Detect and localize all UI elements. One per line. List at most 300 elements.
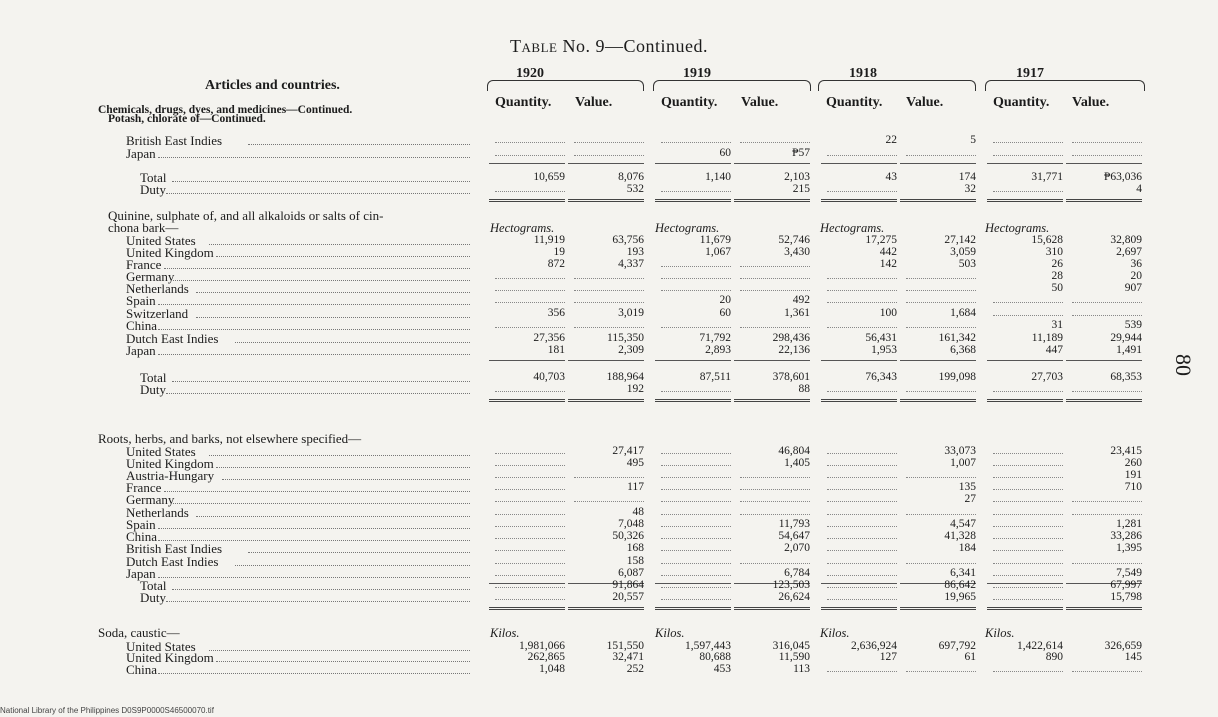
table-cell: 1,140	[705, 171, 731, 183]
year-heading-1919: 1919	[683, 66, 711, 81]
dot-leader	[235, 342, 470, 343]
table-cell: 503	[958, 258, 976, 270]
table-cell: 539	[1124, 319, 1142, 331]
table-cell: 2,309	[618, 344, 644, 356]
row-label: Chemicals, drugs, dyes, and medicines—Continued.	[98, 104, 353, 116]
table-title	[0, 36, 1218, 57]
row-label: Japan	[126, 566, 156, 581]
table-cell: 87,511	[699, 371, 731, 383]
table-cell: 1,953	[871, 344, 897, 356]
unit-label: Kilos.	[985, 626, 1015, 640]
table-cell: 32,809	[1110, 234, 1142, 246]
table-row	[0, 591, 1218, 604]
table-cell	[740, 493, 810, 502]
table-cell	[661, 445, 731, 454]
table-cell	[574, 134, 644, 143]
table-cell	[574, 147, 644, 156]
table-cell: 378,601	[772, 371, 810, 383]
table-cell	[495, 294, 565, 303]
table-cell: 310	[1045, 246, 1063, 258]
table-cell	[827, 567, 897, 576]
table-cell: 15,798	[1110, 591, 1142, 603]
value-column-heading: Value.	[741, 95, 779, 110]
table-cell: 2,070	[784, 542, 810, 554]
row-label: United States	[126, 444, 196, 459]
table-cell: 907	[1124, 282, 1142, 294]
quantity-column-heading: Quantity.	[993, 95, 1050, 110]
total-rule	[568, 199, 644, 202]
scan-footer: National Library of the Philippines D0S9P0000S46500070.tif	[0, 706, 214, 715]
table-cell	[495, 469, 565, 478]
table-cell: 1,361	[784, 307, 810, 319]
total-rule	[489, 399, 565, 402]
table-cell	[661, 506, 731, 515]
row-label: Netherlands	[126, 505, 189, 520]
row-label: Total	[140, 578, 167, 593]
dot-leader	[222, 479, 470, 480]
total-rule	[734, 360, 810, 361]
total-rule	[1066, 199, 1142, 202]
table-cell	[993, 530, 1063, 539]
table-cell: 123,503	[772, 579, 810, 591]
table-cell	[495, 319, 565, 328]
total-rule	[900, 360, 976, 361]
row-label: Netherlands	[126, 281, 189, 296]
table-cell: 2,697	[1116, 246, 1142, 258]
table-cell: 298,436	[772, 332, 810, 344]
table-cell	[495, 134, 565, 143]
table-cell: 27	[964, 493, 976, 505]
year-brace	[985, 80, 1145, 91]
total-rule	[1066, 163, 1142, 164]
table-cell	[495, 555, 565, 564]
table-cell	[827, 383, 897, 392]
table-cell	[661, 555, 731, 564]
dot-leader	[248, 552, 470, 553]
table-cell: 7,048	[618, 518, 644, 530]
dot-leader	[166, 601, 470, 602]
dot-leader	[196, 516, 470, 517]
table-cell: 86,642	[944, 579, 976, 591]
row-label: chona bark—	[108, 220, 179, 235]
quantity-column-heading: Quantity.	[661, 95, 718, 110]
table-cell	[661, 567, 731, 576]
table-row	[0, 183, 1218, 196]
dot-leader	[158, 577, 470, 578]
year-heading-1920: 1920	[516, 66, 544, 81]
table-cell: 1,405	[784, 457, 810, 469]
table-cell	[661, 183, 731, 192]
dot-leader	[158, 528, 470, 529]
table-cell	[661, 542, 731, 551]
total-rule	[1066, 360, 1142, 361]
total-rule	[1066, 607, 1142, 610]
row-label: Japan	[126, 343, 156, 358]
quantity-column-heading: Quantity.	[495, 95, 552, 110]
row-label: United States	[126, 233, 196, 248]
table-cell	[495, 457, 565, 466]
dot-leader	[172, 589, 470, 590]
table-cell: 3,059	[950, 246, 976, 258]
articles-heading: Articles and countries.	[205, 78, 340, 93]
dot-leader	[216, 256, 470, 257]
table-cell: 1,684	[950, 307, 976, 319]
table-row	[0, 383, 1218, 396]
dot-leader	[209, 244, 470, 245]
unit-label: Kilos.	[655, 626, 685, 640]
total-rule	[489, 199, 565, 202]
table-cell: 54,647	[778, 530, 810, 542]
table-cell	[827, 530, 897, 539]
table-cell	[993, 294, 1063, 303]
table-cell: 32	[964, 183, 976, 195]
page-number: 80	[1171, 354, 1196, 376]
table-cell	[993, 518, 1063, 527]
dot-leader	[172, 181, 470, 182]
row-label: Switzerland	[126, 306, 189, 321]
table-cell	[827, 493, 897, 502]
table-cell: 697,792	[938, 640, 976, 652]
table-cell	[993, 481, 1063, 490]
table-cell: 158	[626, 555, 644, 567]
total-rule	[489, 607, 565, 610]
quantity-column-heading: Quantity.	[826, 95, 883, 110]
table-cell: 11,679	[699, 234, 731, 246]
table-cell	[661, 258, 731, 267]
table-cell: 260	[1124, 457, 1142, 469]
table-cell	[906, 294, 976, 303]
row-label: Spain	[126, 517, 156, 532]
table-cell: 174	[958, 171, 976, 183]
table-cell	[740, 134, 810, 143]
table-cell: 145	[1124, 651, 1142, 663]
row-label: China	[126, 529, 158, 544]
table-cell: 1,281	[1116, 518, 1142, 530]
table-cell: 142	[879, 258, 897, 270]
table-cell	[993, 567, 1063, 576]
table-cell: 199,098	[938, 371, 976, 383]
table-cell	[661, 530, 731, 539]
table-cell	[993, 383, 1063, 392]
table-cell: 6,784	[784, 567, 810, 579]
total-rule	[821, 163, 897, 164]
total-rule	[734, 607, 810, 610]
table-cell	[906, 319, 976, 328]
total-rule	[987, 163, 1063, 164]
dot-leader	[166, 393, 470, 394]
table-cell: 32,471	[612, 651, 644, 663]
table-cell: 11,919	[533, 234, 565, 246]
table-cell: 447	[1045, 344, 1063, 356]
table-cell: 6,341	[950, 567, 976, 579]
row-label: Duty	[140, 382, 166, 397]
table-cell: 252	[626, 663, 644, 675]
row-label: United Kingdom	[126, 456, 214, 471]
dot-leader	[196, 317, 470, 318]
year-brace	[818, 80, 976, 91]
table-row	[0, 344, 1218, 357]
table-cell: 67,997	[1110, 579, 1142, 591]
table-cell	[574, 294, 644, 303]
row-label: Total	[140, 170, 167, 185]
table-cell: 27,703	[1031, 371, 1063, 383]
table-cell: 60	[719, 307, 731, 319]
table-cell: 20	[1130, 270, 1142, 282]
table-cell: 63,756	[612, 234, 644, 246]
table-cell: 52,746	[778, 234, 810, 246]
table-cell: 326,659	[1104, 640, 1142, 652]
total-rule	[734, 163, 810, 164]
table-row	[0, 134, 1218, 147]
table-cell	[661, 319, 731, 328]
value-column-heading: Value.	[575, 95, 613, 110]
table-row	[0, 663, 1218, 676]
dot-leader	[158, 157, 470, 158]
dot-leader	[164, 268, 470, 269]
total-rule	[900, 399, 976, 402]
table-cell	[906, 147, 976, 156]
table-cell: 184	[958, 542, 976, 554]
table-cell	[1072, 493, 1142, 502]
table-cell: 15,628	[1031, 234, 1063, 246]
table-cell: 4	[1136, 183, 1142, 195]
table-cell	[740, 555, 810, 564]
row-label: China	[126, 662, 158, 677]
table-cell	[827, 457, 897, 466]
row-label: China	[126, 318, 158, 333]
table-cell: 1,395	[1116, 542, 1142, 554]
dot-leader	[172, 381, 470, 382]
table-row	[0, 626, 1218, 639]
table-title-rest: No. 9—Continued.	[562, 36, 708, 56]
table-cell: 192	[626, 383, 644, 395]
table-cell	[661, 481, 731, 490]
table-cell: 1,067	[705, 246, 731, 258]
table-cell: 495	[626, 457, 644, 469]
table-cell: 68,353	[1110, 371, 1142, 383]
table-cell	[993, 469, 1063, 478]
table-cell	[495, 567, 565, 576]
total-rule	[655, 399, 731, 402]
table-cell: 113	[793, 663, 810, 675]
year-brace	[487, 80, 644, 91]
table-cell: 117	[627, 481, 644, 493]
table-cell	[1072, 663, 1142, 672]
table-cell: 22,136	[778, 344, 810, 356]
table-cell: 532	[626, 183, 644, 195]
dot-leader	[216, 467, 470, 468]
table-cell: 4,547	[950, 518, 976, 530]
table-cell: 193	[626, 246, 644, 258]
row-label: Dutch East Indies	[126, 331, 219, 346]
table-cell: 40,703	[533, 371, 565, 383]
table-cell	[740, 469, 810, 478]
table-cell: 1,597,443	[685, 640, 731, 652]
table-cell: 17,275	[865, 234, 897, 246]
table-cell	[827, 542, 897, 551]
table-cell: 33,286	[1110, 530, 1142, 542]
total-rule	[568, 399, 644, 402]
row-label: Germany	[126, 269, 175, 284]
dot-leader	[216, 661, 470, 662]
total-rule	[900, 607, 976, 610]
table-cell: 1,007	[950, 457, 976, 469]
table-cell	[574, 270, 644, 279]
table-cell: 61	[964, 651, 976, 663]
table-cell	[827, 518, 897, 527]
table-cell: 41,328	[944, 530, 976, 542]
table-cell: 872	[547, 258, 565, 270]
total-rule	[821, 399, 897, 402]
table-cell	[827, 319, 897, 328]
table-cell	[574, 469, 644, 478]
table-cell: 88	[798, 383, 810, 395]
table-cell: 26	[1051, 258, 1063, 270]
table-cell	[495, 542, 565, 551]
row-label: Roots, herbs, and barks, not elsewhere specified—	[98, 431, 362, 446]
table-cell: 115,350	[607, 332, 644, 344]
dot-leader	[235, 565, 470, 566]
table-cell: 11,793	[778, 518, 810, 530]
table-cell: 19,965	[944, 591, 976, 603]
table-cell	[993, 134, 1063, 143]
total-rule	[987, 399, 1063, 402]
table-cell: 19	[553, 246, 565, 258]
table-cell: 29,944	[1110, 332, 1142, 344]
table-cell: 11,189	[1031, 332, 1063, 344]
table-cell: 48	[632, 506, 644, 518]
table-row	[0, 113, 1218, 126]
year-heading-1917: 1917	[1016, 66, 1044, 81]
table-cell: 135	[958, 481, 976, 493]
total-rule	[987, 360, 1063, 361]
table-cell	[993, 591, 1063, 600]
unit-label: Hectograms.	[985, 221, 1050, 235]
table-cell: ₱57	[792, 147, 810, 159]
table-cell	[574, 319, 644, 328]
table-cell: ₱63,036	[1103, 171, 1142, 183]
table-cell: 28	[1051, 270, 1063, 282]
table-cell: 31	[1051, 319, 1063, 331]
total-rule	[489, 360, 565, 361]
table-cell: 262,865	[527, 651, 565, 663]
table-cell: 76,343	[865, 371, 897, 383]
table-title-prefix: Table	[510, 36, 558, 56]
table-cell	[495, 183, 565, 192]
table-cell	[827, 469, 897, 478]
table-cell: 3,019	[618, 307, 644, 319]
table-cell	[661, 457, 731, 466]
table-cell	[1072, 555, 1142, 564]
table-cell: 50	[1051, 282, 1063, 294]
table-cell	[827, 555, 897, 564]
dot-leader	[209, 455, 470, 456]
row-label: Duty	[140, 182, 166, 197]
table-cell	[906, 282, 976, 291]
dot-leader	[158, 329, 470, 330]
table-cell: 91,864	[612, 579, 644, 591]
table-cell	[906, 469, 976, 478]
table-cell: 151,550	[606, 640, 644, 652]
table-cell: 46,804	[778, 445, 810, 457]
table-cell	[495, 445, 565, 454]
row-label: Duty	[140, 590, 166, 605]
table-cell	[906, 663, 976, 672]
table-cell	[993, 663, 1063, 672]
table-cell: 80,688	[699, 651, 731, 663]
table-cell: 492	[792, 294, 810, 306]
total-rule	[821, 199, 897, 202]
dot-leader	[158, 673, 470, 674]
table-cell: 1,981,066	[519, 640, 565, 652]
table-cell	[661, 282, 731, 291]
table-cell: 100	[879, 307, 897, 319]
table-cell: 453	[713, 663, 731, 675]
table-cell	[993, 445, 1063, 454]
table-cell: 2,636,924	[851, 640, 897, 652]
row-label: United Kingdom	[126, 650, 214, 665]
unit-label: Kilos.	[820, 626, 850, 640]
table-cell: 7,549	[1116, 567, 1142, 579]
dot-leader	[171, 280, 470, 281]
table-cell: 168	[626, 542, 644, 554]
table-cell: 3,430	[784, 246, 810, 258]
row-label: United Kingdom	[126, 245, 214, 260]
total-rule	[655, 607, 731, 610]
table-cell: 27,417	[612, 445, 644, 457]
table-cell: 23,415	[1110, 445, 1142, 457]
table-cell	[661, 518, 731, 527]
table-cell	[495, 282, 565, 291]
table-cell	[740, 506, 810, 515]
table-cell	[993, 147, 1063, 156]
table-cell	[495, 383, 565, 392]
table-cell	[1072, 383, 1142, 392]
total-rule	[987, 199, 1063, 202]
table-cell	[661, 270, 731, 279]
table-cell: 4,337	[618, 258, 644, 270]
total-rule	[655, 163, 731, 164]
table-cell	[906, 555, 976, 564]
total-rule	[734, 199, 810, 202]
total-rule	[655, 360, 731, 361]
table-cell	[495, 506, 565, 515]
row-label: France	[126, 257, 162, 272]
table-cell	[827, 506, 897, 515]
dot-leader	[248, 144, 470, 145]
table-cell	[993, 183, 1063, 192]
table-cell: 36	[1130, 258, 1142, 270]
row-label: France	[126, 480, 162, 495]
table-cell: 215	[792, 183, 810, 195]
table-cell	[495, 530, 565, 539]
table-cell: 27,356	[533, 332, 565, 344]
table-cell: 2,893	[705, 344, 731, 356]
table-cell	[661, 493, 731, 502]
table-cell	[1072, 506, 1142, 515]
table-cell	[574, 493, 644, 502]
total-rule	[900, 199, 976, 202]
table-cell	[906, 270, 976, 279]
table-cell: 60	[719, 147, 731, 159]
table-cell	[993, 579, 1063, 588]
dot-leader	[166, 193, 470, 194]
table-cell: 127	[879, 651, 897, 663]
table-cell	[574, 282, 644, 291]
total-rule	[734, 399, 810, 402]
total-rule	[821, 607, 897, 610]
unit-label: Hectograms.	[820, 221, 885, 235]
